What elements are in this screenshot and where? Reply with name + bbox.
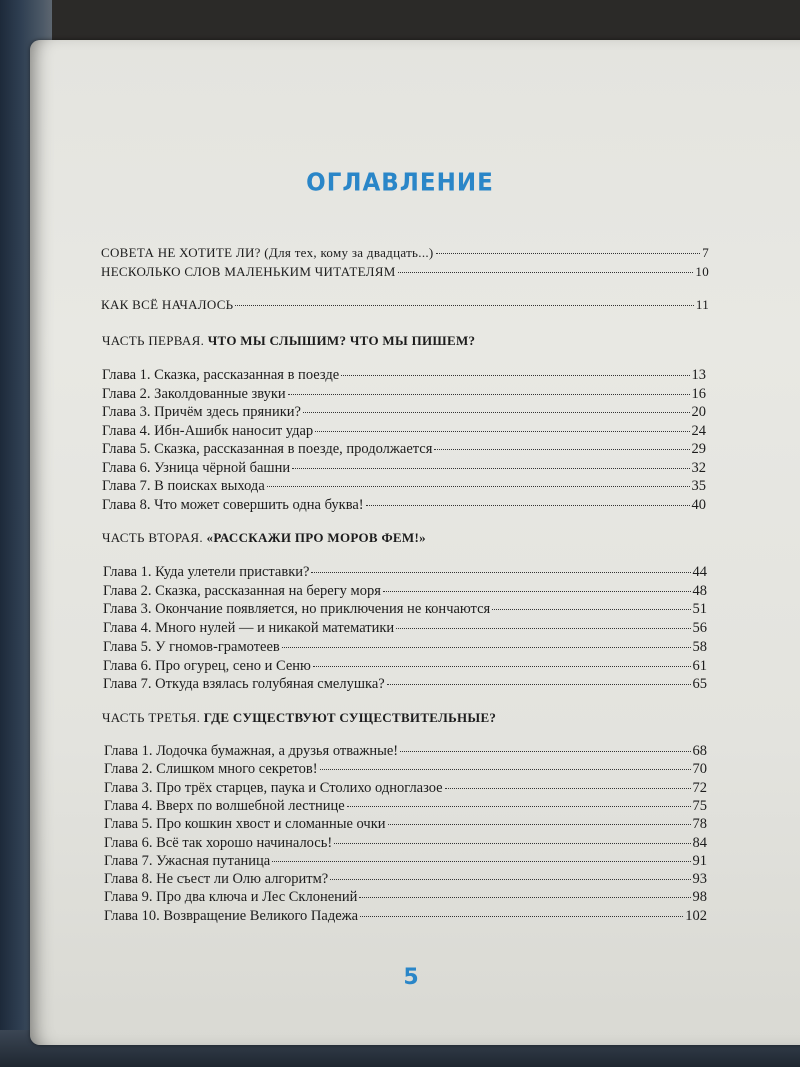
chapter-label: Глава 2. Сказка, рассказанная на берегу моря: [103, 582, 381, 599]
leader-dots: [383, 590, 691, 592]
toc-entry-label: КАК ВСЁ НАЧАЛОСЬ: [101, 297, 234, 312]
chapter-entry[interactable]: [102, 460, 706, 478]
leader-dots: [360, 915, 683, 917]
chapter-label: Глава 2. Слишком много секретов!: [104, 761, 318, 778]
chapter-label: Глава 5. У гномов-грамотеев: [103, 638, 280, 655]
chapter-page: 58: [692, 638, 707, 655]
leader-dots: [388, 823, 691, 825]
part-heading: [102, 530, 426, 546]
chapter-entry[interactable]: [103, 564, 707, 582]
leader-dots: [387, 683, 691, 685]
chapter-page: 93: [692, 871, 707, 888]
chapter-page: 75: [692, 797, 707, 814]
chapter-label: Глава 8. Не съест ли Олю алгоритм?: [104, 871, 329, 888]
chapter-page: 16: [691, 385, 706, 402]
leader-dots: [235, 304, 693, 306]
chapter-page: 56: [692, 620, 707, 637]
toc-entry-page: 7: [702, 245, 709, 260]
chapter-label: Глава 2. Заколдованные звуки: [102, 385, 286, 402]
chapter-label: Глава 4. Много нулей — и никакой математики: [103, 620, 395, 637]
part-heading: [102, 333, 475, 349]
chapter-label: Глава 1. Сказка, рассказанная в поезде: [102, 367, 340, 383]
chapter-entry[interactable]: [104, 908, 707, 926]
chapter-page: 40: [691, 496, 706, 513]
chapter-entry[interactable]: [102, 367, 706, 385]
chapter-label: Глава 6. Узница чёрной башни: [102, 459, 291, 476]
chapter-page: 29: [691, 441, 706, 457]
chapter-label: Глава 3. Про трёх старцев, паука и Столихо одноглазое: [104, 779, 443, 796]
leader-dots: [272, 860, 690, 862]
chapter-page: 78: [692, 816, 707, 833]
chapter-label: Глава 3. Причём здесь пряники?: [102, 404, 301, 420]
part-name: ЧТО МЫ СЛЫШИМ? ЧТО МЫ ПИШЕМ?: [207, 333, 476, 348]
leader-dots: [315, 430, 689, 432]
leader-dots: [398, 271, 694, 273]
toc-entry-page: 10: [695, 264, 709, 279]
chapter-entry[interactable]: [104, 835, 707, 853]
leader-dots: [267, 485, 690, 487]
leader-dots: [334, 842, 690, 844]
chapter-label: Глава 9. Про два ключа и Лес Склонений: [104, 889, 358, 906]
leader-dots: [492, 608, 690, 610]
chapter-label: Глава 10. Возвращение Великого Падежа: [104, 907, 359, 924]
toc-entry-label: СОВЕТА НЕ ХОТИТЕ ЛИ? (Для тех, кому за двадцать...): [101, 245, 434, 260]
chapter-page: 65: [692, 676, 707, 693]
chapter-entry[interactable]: [104, 798, 707, 816]
leader-dots: [303, 411, 690, 413]
leader-dots: [366, 504, 690, 506]
chapter-page: 84: [692, 834, 707, 851]
chapter-label: Глава 6. Про огурец, сено и Сеню: [103, 657, 311, 674]
chapter-label: Глава 1. Лодочка бумажная, а друзья отважные!: [104, 743, 399, 759]
leader-dots: [311, 571, 690, 573]
leader-dots: [436, 252, 701, 254]
chapter-entry[interactable]: [104, 743, 707, 761]
chapter-page: 13: [691, 367, 706, 383]
chapter-entry[interactable]: [102, 386, 706, 404]
chapter-label: Глава 4. Ибн-Ашибк наносит удар: [102, 422, 314, 439]
chapter-page: 32: [691, 459, 706, 476]
part-name: «РАССКАЖИ ПРО МОРОВ ФЕМ!»: [206, 530, 426, 545]
chapter-page: 61: [692, 657, 707, 674]
chapter-entry[interactable]: [103, 658, 707, 676]
leader-dots: [359, 896, 690, 898]
page-title: ОГЛАВЛЕНИЕ: [306, 168, 494, 198]
chapter-label: Глава 7. Ужасная путаница: [104, 852, 271, 869]
chapter-entry[interactable]: [102, 404, 706, 422]
leader-dots: [282, 646, 691, 648]
part-heading: [102, 710, 496, 726]
chapter-page: 44: [692, 564, 707, 580]
chapter-page: 51: [692, 601, 707, 618]
chapter-label: Глава 4. Вверх по волшебной лестнице: [104, 797, 345, 814]
chapter-label: Глава 5. Про кошкин хвост и сломанные очки: [104, 816, 386, 833]
chapter-page: 48: [692, 582, 707, 599]
chapter-entry[interactable]: [104, 853, 707, 871]
chapter-entry[interactable]: [103, 620, 707, 638]
chapter-entry[interactable]: [103, 601, 707, 619]
chapter-entry[interactable]: [104, 889, 707, 907]
part-name: ГДЕ СУЩЕСТВУЮТ СУЩЕСТВИТЕЛЬНЫЕ?: [203, 710, 497, 725]
toc-entry[interactable]: [101, 264, 709, 282]
leader-dots: [313, 665, 691, 667]
chapter-label: Глава 7. Откуда взялась голубяная смелушка?: [103, 676, 385, 693]
leader-dots: [288, 393, 690, 395]
toc-entry[interactable]: [101, 245, 709, 263]
chapter-entry[interactable]: [102, 423, 706, 441]
chapter-label: Глава 3. Окончание появляется, но приключения не кончаются: [103, 601, 491, 618]
chapter-entry[interactable]: [104, 816, 707, 834]
leader-dots: [330, 878, 690, 880]
chapter-page: 68: [692, 743, 707, 759]
part-prefix: ЧАСТЬ ТРЕТЬЯ.: [102, 710, 201, 725]
leader-dots: [320, 768, 691, 770]
chapter-entry[interactable]: [104, 780, 707, 798]
part-prefix: ЧАСТЬ ПЕРВАЯ.: [102, 333, 205, 348]
chapter-page: 98: [692, 889, 707, 906]
leader-dots: [434, 448, 689, 450]
leader-dots: [400, 750, 690, 752]
chapter-label: Глава 6. Всё так хорошо начиналось!: [104, 834, 333, 851]
chapter-entry[interactable]: [102, 478, 706, 496]
toc-entry-label: НЕСКОЛЬКО СЛОВ МАЛЕНЬКИМ ЧИТАТЕЛЯМ: [101, 264, 396, 279]
leader-dots: [396, 627, 690, 629]
chapter-page: 102: [685, 907, 707, 924]
chapter-page: 72: [692, 779, 707, 796]
chapter-entry[interactable]: [103, 639, 707, 657]
chapter-page: 35: [691, 478, 706, 494]
chapter-page: 91: [692, 852, 707, 869]
leader-dots: [292, 467, 689, 469]
leader-dots: [347, 805, 691, 807]
leader-dots: [445, 787, 691, 789]
chapter-label: Глава 7. В поисках выхода: [102, 478, 265, 494]
chapter-entry[interactable]: [102, 497, 706, 515]
chapter-page: 20: [691, 404, 706, 420]
chapter-page: 24: [691, 422, 706, 439]
chapter-label: Глава 8. Что может совершить одна буква!: [102, 496, 364, 513]
leader-dots: [341, 374, 689, 376]
chapter-entry[interactable]: [102, 441, 706, 459]
chapter-label: Глава 1. Куда улетели приставки?: [103, 564, 310, 580]
toc-entry-page: 11: [695, 297, 709, 312]
toc-entry[interactable]: [101, 297, 709, 315]
chapter-page: 70: [692, 761, 707, 778]
chapter-label: Глава 5. Сказка, рассказанная в поезде, продолжается: [102, 441, 433, 457]
chapter-entry[interactable]: [104, 871, 707, 889]
page-number: 5: [403, 965, 419, 990]
chapter-entry[interactable]: [103, 583, 707, 601]
part-prefix: ЧАСТЬ ВТОРАЯ.: [102, 530, 203, 545]
chapter-entry[interactable]: [104, 761, 707, 779]
chapter-entry[interactable]: [103, 676, 707, 694]
